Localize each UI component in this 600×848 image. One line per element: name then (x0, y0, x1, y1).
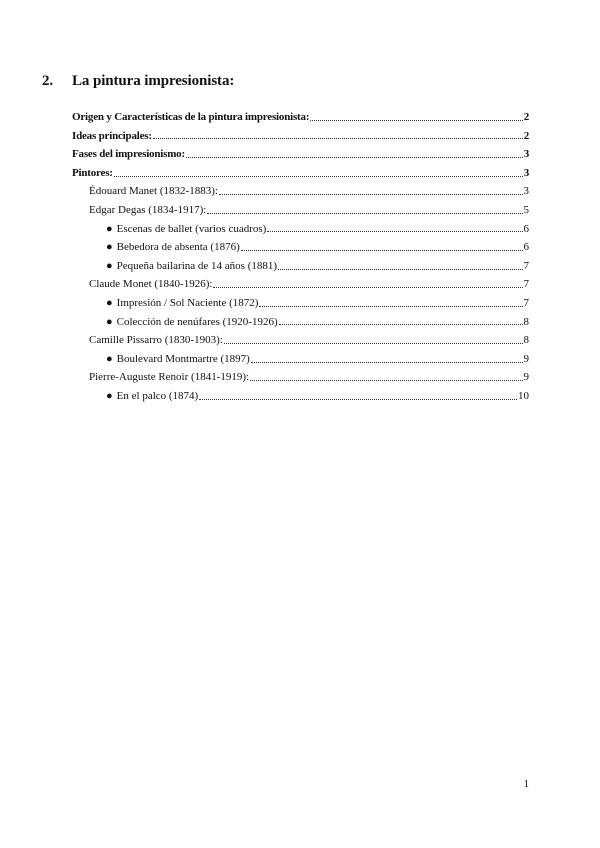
toc-entry-ideas[interactable] (72, 127, 529, 146)
toc-entry-escenas-ballet[interactable] (72, 220, 529, 239)
table-of-contents (72, 108, 529, 406)
toc-entry-pissarro[interactable] (72, 331, 529, 350)
toc-entry-nenufares[interactable] (72, 313, 529, 332)
toc-entry-text: Edgar Degas (1834-1917): (89, 203, 207, 216)
section-heading (42, 73, 234, 90)
toc-entry-monet[interactable] (72, 275, 529, 294)
toc-entry-pintores[interactable] (72, 164, 529, 183)
toc-leader-dots (279, 324, 523, 325)
bullet-icon: ● (106, 389, 113, 402)
toc-entry-text: ● Colección de nenúfares (1920-1926) (106, 315, 278, 328)
toc-entry-en-el-palco[interactable] (72, 387, 529, 406)
toc-leader-dots (267, 231, 522, 232)
toc-entry-page: 6 (523, 241, 529, 254)
toc-leader-dots (114, 176, 523, 177)
toc-leader-dots (207, 213, 522, 214)
toc-leader-dots (213, 287, 522, 288)
section-title: La pintura impresionista: (72, 73, 235, 89)
toc-entry-bebedora-absenta[interactable] (72, 238, 529, 257)
bullet-icon: ● (106, 259, 113, 272)
toc-leader-dots (219, 194, 523, 195)
toc-entry-text: Claude Monet (1840-1926): (89, 278, 213, 291)
toc-leader-dots (310, 120, 522, 121)
toc-leader-dots (241, 250, 523, 251)
toc-entry-page: 8 (523, 334, 529, 347)
toc-leader-dots (224, 343, 523, 344)
bullet-icon: ● (106, 241, 113, 254)
toc-leader-dots (250, 380, 522, 381)
toc-entry-page: 7 (523, 278, 529, 291)
toc-entry-manet[interactable] (72, 182, 529, 201)
toc-entry-text: ● Impresión / Sol Naciente (1872) (106, 296, 259, 309)
toc-entry-text: ● Bebedora de absenta (1876) (106, 241, 240, 254)
toc-entry-page: 10 (518, 389, 529, 402)
toc-entry-pequena-bailarina[interactable] (72, 257, 529, 276)
toc-entry-text: Ideas principales: (72, 129, 152, 142)
toc-entry-page: 7 (523, 296, 529, 309)
toc-leader-dots (153, 138, 523, 139)
bullet-icon: ● (106, 315, 113, 328)
toc-entry-degas[interactable] (72, 201, 529, 220)
toc-entry-page: 8 (523, 315, 529, 328)
toc-entry-fases[interactable] (72, 145, 529, 164)
toc-entry-page: 3 (523, 148, 529, 161)
toc-entry-origen[interactable] (72, 108, 529, 127)
toc-leader-dots (251, 362, 523, 363)
toc-entry-text: Camille Pissarro (1830-1903): (89, 334, 223, 347)
toc-entry-text: Fases del impresionismo: (72, 148, 185, 161)
toc-entry-text: Pintores: (72, 166, 113, 179)
toc-leader-dots (199, 399, 517, 400)
section-number: 2. (42, 73, 54, 89)
page-number: 1 (523, 778, 529, 790)
toc-entry-renoir[interactable] (72, 368, 529, 387)
toc-entry-page: 9 (523, 352, 529, 365)
bullet-icon: ● (106, 352, 113, 365)
toc-entry-text: ● Boulevard Montmartre (1897) (106, 352, 250, 365)
toc-entry-text: Origen y Características de la pintura impresionista: (72, 111, 310, 123)
toc-entry-text: Édouard Manet (1832-1883): (89, 185, 218, 198)
toc-entry-text: ● Pequeña bailarina de 14 años (1881) (106, 259, 278, 272)
toc-entry-page: 3 (523, 185, 529, 198)
toc-entry-page: 2 (523, 111, 529, 123)
toc-entry-page: 5 (523, 203, 529, 216)
toc-entry-boulevard-montmartre[interactable] (72, 350, 529, 369)
toc-entry-page: 2 (523, 129, 529, 142)
toc-leader-dots (186, 157, 523, 158)
toc-entry-text: Pierre-Auguste Renoir (1841-1919): (89, 371, 250, 384)
toc-entry-page: 3 (523, 166, 529, 179)
toc-entry-page: 7 (523, 259, 529, 272)
bullet-icon: ● (106, 296, 113, 309)
toc-entry-text: ● En el palco (1874) (106, 389, 199, 402)
toc-leader-dots (259, 306, 522, 307)
toc-entry-impresion-sol[interactable] (72, 294, 529, 313)
bullet-icon: ● (106, 222, 113, 235)
toc-entry-text: ● Escenas de ballet (varios cuadros) (106, 222, 267, 235)
toc-entry-page: 9 (523, 371, 529, 384)
toc-entry-page: 6 (523, 222, 529, 235)
toc-leader-dots (278, 269, 522, 270)
